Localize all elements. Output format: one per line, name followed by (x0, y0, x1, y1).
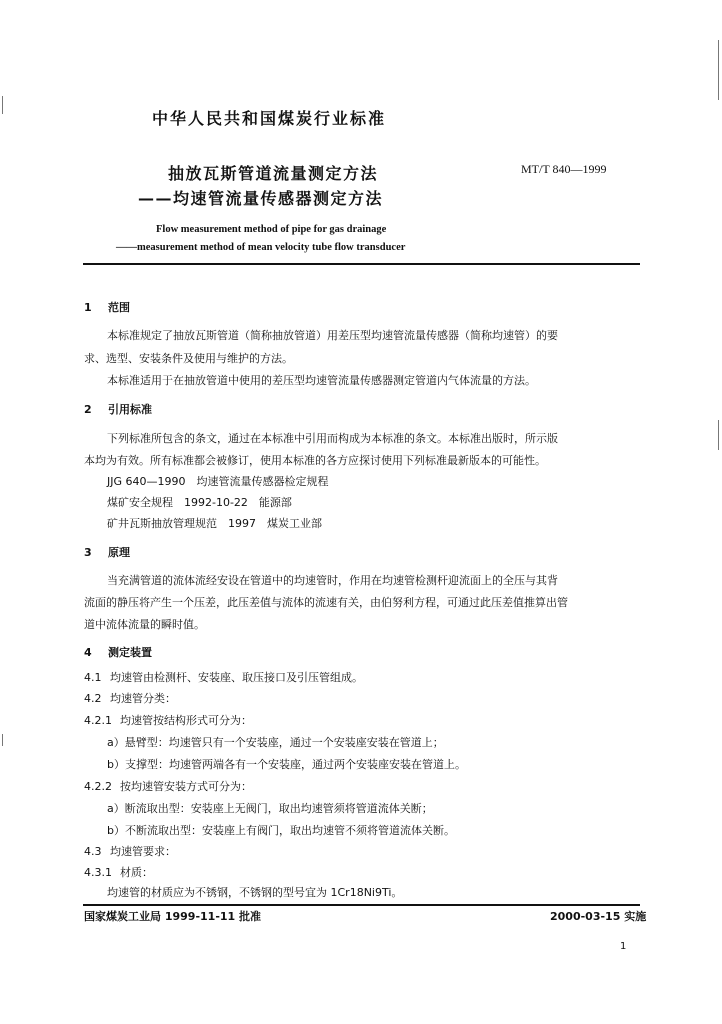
clause-number: 4.3 (84, 845, 102, 858)
section-3-para-line2: 流面的静压将产生一个压差，此压差值与流体的流速有关，由伯努利方程，可通过此压差值推算出管 (84, 596, 568, 609)
section-3-title: 原理 (108, 546, 130, 559)
scan-artifact (2, 96, 3, 114)
scan-artifact (718, 420, 719, 450)
clause-4-2 (84, 690, 176, 706)
section-2-number: 2 (84, 403, 92, 416)
clause-4-1 (84, 669, 363, 685)
clause-text: 均速管分类： (110, 692, 176, 705)
section-4-title: 测定装置 (108, 646, 152, 659)
header-divider (83, 263, 640, 265)
section-4-number: 4 (84, 646, 92, 659)
title-chinese-line-1: 抽放瓦斯管道流量测定方法 (168, 164, 379, 183)
clause-text: 均速管由检测杆、安装座、取压接口及引压管组成。 (110, 671, 363, 684)
clause-number: 4.2.1 (84, 714, 112, 727)
clause-number: 4.2 (84, 692, 102, 705)
clause-number: 4.2.2 (84, 780, 112, 793)
section-2-title: 引用标准 (108, 403, 152, 416)
clause-4-3-1 (84, 864, 153, 880)
section-1-para2: 本标准适用于在抽放管道中使用的差压型均速管流量传感器测定管道内气体流量的方法。 (107, 374, 536, 387)
clause-4-3 (84, 843, 176, 859)
section-3-para-line3: 道中流体流量的瞬时值。 (84, 618, 205, 631)
title-english-line-1: Flow measurement method of pipe for gas drainage (156, 224, 387, 235)
section-3-para-line1: 当充满管道的流体流经安设在管道中的均速管时，作用在均速管检测杆迎流面上的全压与其背 (107, 574, 558, 587)
clause-number: 4.3.1 (84, 866, 112, 879)
section-2-para-line2: 本均为有效。所有标准都会被修订，使用本标准的各方应探讨使用下列标准最新版本的可能性。 (84, 454, 546, 467)
clause-item: b）支撑型：均速管两端各有一个安装座，通过两个安装座安装在管道上。 (107, 758, 466, 771)
section-2-para-line1: 下列标准所包含的条文，通过在本标准中引用而构成为本标准的条文。本标准出版时，所示版 (107, 432, 558, 445)
clause-4-2-1 (84, 712, 252, 728)
clause-item: a）悬臂型：均速管只有一个安装座，通过一个安装座安装在管道上； (107, 736, 444, 749)
section-3-number: 3 (84, 546, 92, 559)
reference-item: 煤矿安全规程 1992-10-22 能源部 (107, 496, 292, 509)
footer-divider (83, 904, 640, 906)
reference-item: 矿井瓦斯抽放管理规范 1997 煤炭工业部 (107, 517, 322, 530)
clause-number: 4.1 (84, 671, 102, 684)
section-1-heading (84, 299, 130, 315)
section-1-number: 1 (84, 301, 92, 314)
implementation-date: 2000-03-15 实施 (550, 910, 647, 923)
reference-item: JJG 640—1990 均速管流量传感器检定规程 (107, 475, 329, 488)
section-1-title: 范围 (108, 301, 130, 314)
clause-4-2-2 (84, 778, 252, 794)
section-4-heading (84, 644, 152, 660)
section-1-para1-line1: 本标准规定了抽放瓦斯管道（简称抽放管道）用差压型均速管流量传感器（简称均速管）的要 (107, 329, 558, 342)
scan-artifact (2, 734, 3, 746)
section-2-heading (84, 401, 152, 417)
clause-text: 按均速管安装方式可分为： (120, 780, 252, 793)
clause-4-3-1-para: 均速管的材质应为不锈钢，不锈钢的型号宜为 1Cr18Ni9Ti。 (107, 886, 403, 899)
clause-text: 均速管按结构形式可分为： (120, 714, 252, 727)
section-1-para1-line2: 求、选型、安装条件及使用与维护的方法。 (84, 352, 293, 365)
title-english-line-2: ——measurement method of mean velocity tube flow transducer (116, 242, 406, 253)
scan-artifact (718, 40, 719, 100)
title-chinese-line-2: ——均速管流量传感器测定方法 (138, 189, 384, 208)
section-3-heading (84, 544, 130, 560)
clause-item: b）不断流取出型：安装座上有阀门，取出均速管不须将管道流体关断。 (107, 824, 455, 837)
clause-text: 材质： (120, 866, 153, 879)
standard-code: MT/T 840—1999 (521, 162, 607, 176)
approval-info: 国家煤炭工业局 1999-11-11 批准 (84, 910, 262, 923)
clause-item: a）断流取出型：安装座上无阀门，取出均速管须将管道流体关断； (107, 802, 433, 815)
category-title: 中华人民共和国煤炭行业标准 (152, 109, 387, 128)
page-number: 1 (620, 941, 627, 952)
clause-text: 均速管要求： (110, 845, 176, 858)
